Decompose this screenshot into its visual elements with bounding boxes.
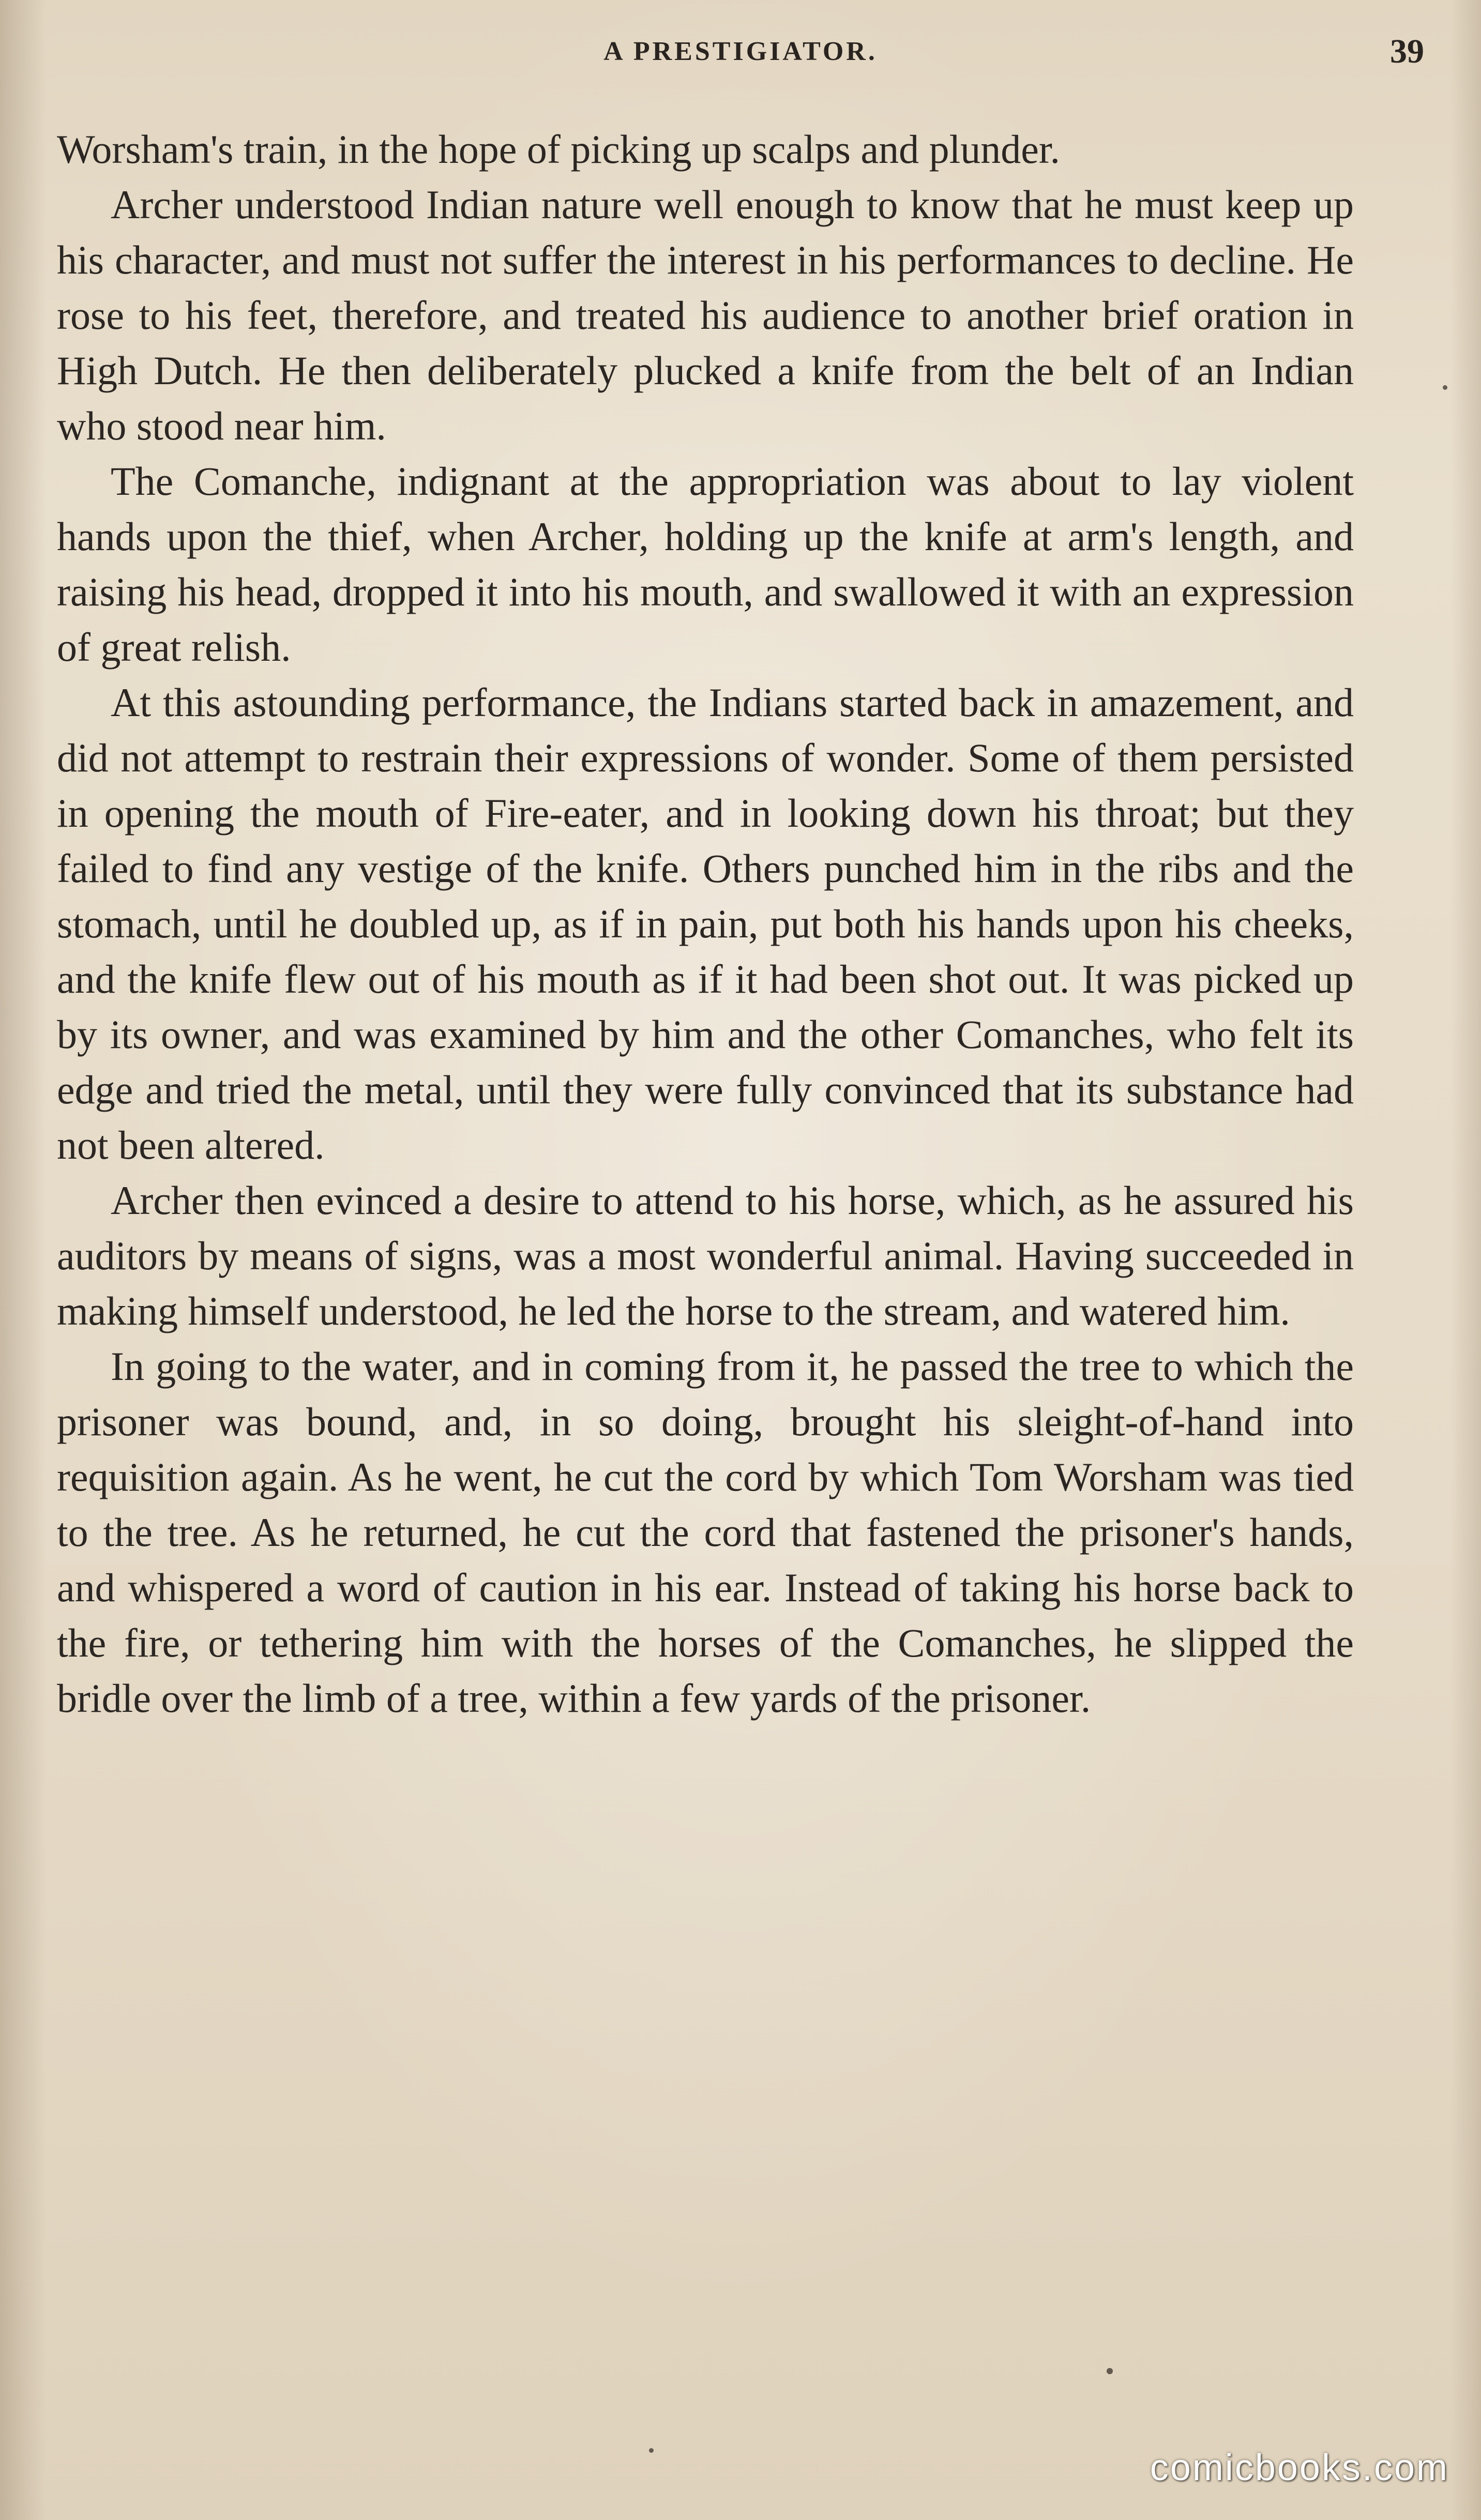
page-number: 39 [1390, 33, 1424, 70]
paragraph: The Comanche, indignant at the appropriation was about to lay violent hands upon the thief, when Archer, holding up the knife at arm's length, and raising his head, dropped it into his mouth, and swallowed it with an expression of great relish. [57, 459, 1354, 670]
body-text [57, 122, 1354, 1726]
paper-speck [1443, 385, 1447, 390]
paragraph: At this astounding performance, the Indians started back in amazement, and did not attempt to restrain their expressions of wonder. Some of them persisted in opening the mouth of Fire-eater, and in looking down his throat; but they failed to find any vestige of the knife. Others punched him in the ribs and the stomach, until he doubled up, as if in pain, put both his hands upon his cheeks, and the knife flew out of his mouth as if it had been shot out. It was picked up by its owner, and was examined by him and the other Comanches, who felt its edge and tried the metal, until they were fully convinced that its substance had not been altered. [57, 680, 1354, 1167]
running-head: A PRESTIGIATOR. [603, 37, 878, 66]
paragraph: Archer then evinced a desire to attend to his horse, which, as he assured his auditors by means of signs, was a most wonderful animal. Having succeeded in making himself understood, he led the horse to the stream, and watered him. [57, 1178, 1354, 1333]
paragraph: Archer understood Indian nature well enough to know that he must keep up his character, and must not suffer the interest in his performances to decline. He rose to his feet, therefore, and treated his audience to another brief oration in High Dutch. He then deliberately plucked a knife from the belt of an Indian who stood near him. [57, 182, 1354, 448]
paper-speck [1107, 2368, 1113, 2374]
page-header [57, 32, 1424, 79]
paper-speck [649, 2448, 654, 2453]
watermark: comicbooks.com [1150, 2447, 1449, 2488]
paragraph-continuation: Worsham's train, in the hope of picking up scalps and plunder. [57, 127, 1061, 172]
paragraph: In going to the water, and in coming from it, he passed the tree to which the prisoner was bound, and, in so doing, brought his sleight-of-hand into requisition again. As he went, he cut the cord by which Tom Worsham was tied to the tree. As he returned, he cut the cord that fastened the prisoner's hands, and whispered a word of caution in his ear. Instead of taking his horse back to the fire, or tethering him with the horses of the Comanches, he slipped the bridle over the limb of a tree, within a few yards of the prisoner. [57, 1344, 1354, 1721]
